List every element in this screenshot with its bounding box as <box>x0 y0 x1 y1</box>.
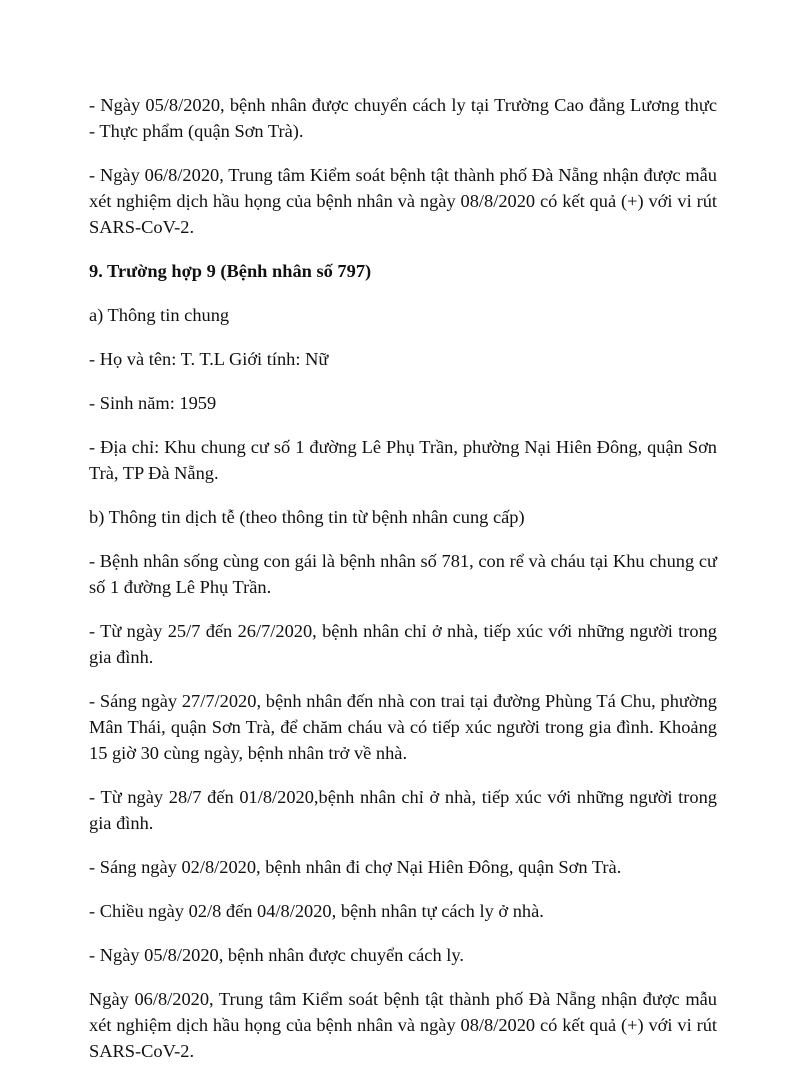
paragraph-test-result-1: - Ngày 06/8/2020, Trung tâm Kiểm soát bệnh tật thành phố Đà Nẵng nhận được mẫu xét nghiệm dịch hầu họng của bệnh nhân và ngày 08/8/2020 có kết quả (+) với vi rút SARS-CoV-2. <box>89 165 717 237</box>
paragraph-transfer-isolation-1: - Ngày 05/8/2020, bệnh nhân được chuyển cách ly tại Trường Cao đẳng Lương thực - Thực phẩm (quận Sơn Trà). <box>89 95 717 141</box>
section-epidemiology-info: b) Thông tin dịch tễ (theo thông tin từ bệnh nhân cung cấp) <box>89 507 525 527</box>
document-body <box>89 92 717 1082</box>
paragraph-birth-year: - Sinh năm: 1959 <box>89 393 217 413</box>
paragraph-timeline-27-7: - Sáng ngày 27/7/2020, bệnh nhân đến nhà con trai tại đường Phùng Tá Chu, phường Mân Thái, quận Sơn Trà, để chăm cháu và có tiếp xúc người trong gia đình. Khoảng 15 giờ 30 cùng ngày, bệnh nhân trở về nhà. <box>89 691 717 763</box>
paragraph-timeline-02-8-morning: - Sáng ngày 02/8/2020, bệnh nhân đi chợ Nại Hiên Đông, quận Sơn Trà. <box>89 857 622 877</box>
paragraph-household: - Bệnh nhân sống cùng con gái là bệnh nhân số 781, con rể và cháu tại Khu chung cư số 1 đường Lê Phụ Trần. <box>89 551 717 597</box>
paragraph-timeline-02-04-8: - Chiều ngày 02/8 đến 04/8/2020, bệnh nhân tự cách ly ở nhà. <box>89 901 544 921</box>
paragraph-timeline-28-7-01-8: - Từ ngày 28/7 đến 01/8/2020,bệnh nhân chỉ ở nhà, tiếp xúc với những người trong gia đình. <box>89 787 717 833</box>
paragraph-test-result-2: Ngày 06/8/2020, Trung tâm Kiểm soát bệnh tật thành phố Đà Nẵng nhận được mẫu xét nghiệm dịch hầu họng của bệnh nhân và ngày 08/8/2020 có kết quả (+) với vi rút SARS-CoV-2. <box>89 989 717 1061</box>
paragraph-address: - Địa chỉ: Khu chung cư số 1 đường Lê Phụ Trần, phường Nại Hiên Đông, quận Sơn Trà, TP Đà Nẵng. <box>89 437 717 483</box>
section-general-info: a) Thông tin chung <box>89 305 230 325</box>
paragraph-timeline-25-26-7: - Từ ngày 25/7 đến 26/7/2020, bệnh nhân chỉ ở nhà, tiếp xúc với những người trong gia đình. <box>89 621 717 667</box>
paragraph-transfer-isolation-2: - Ngày 05/8/2020, bệnh nhân được chuyển cách ly. <box>89 945 464 965</box>
case-heading: 9. Trường hợp 9 (Bệnh nhân số 797) <box>89 261 372 281</box>
paragraph-name-gender: - Họ và tên: T. T.L Giới tính: Nữ <box>89 349 329 369</box>
